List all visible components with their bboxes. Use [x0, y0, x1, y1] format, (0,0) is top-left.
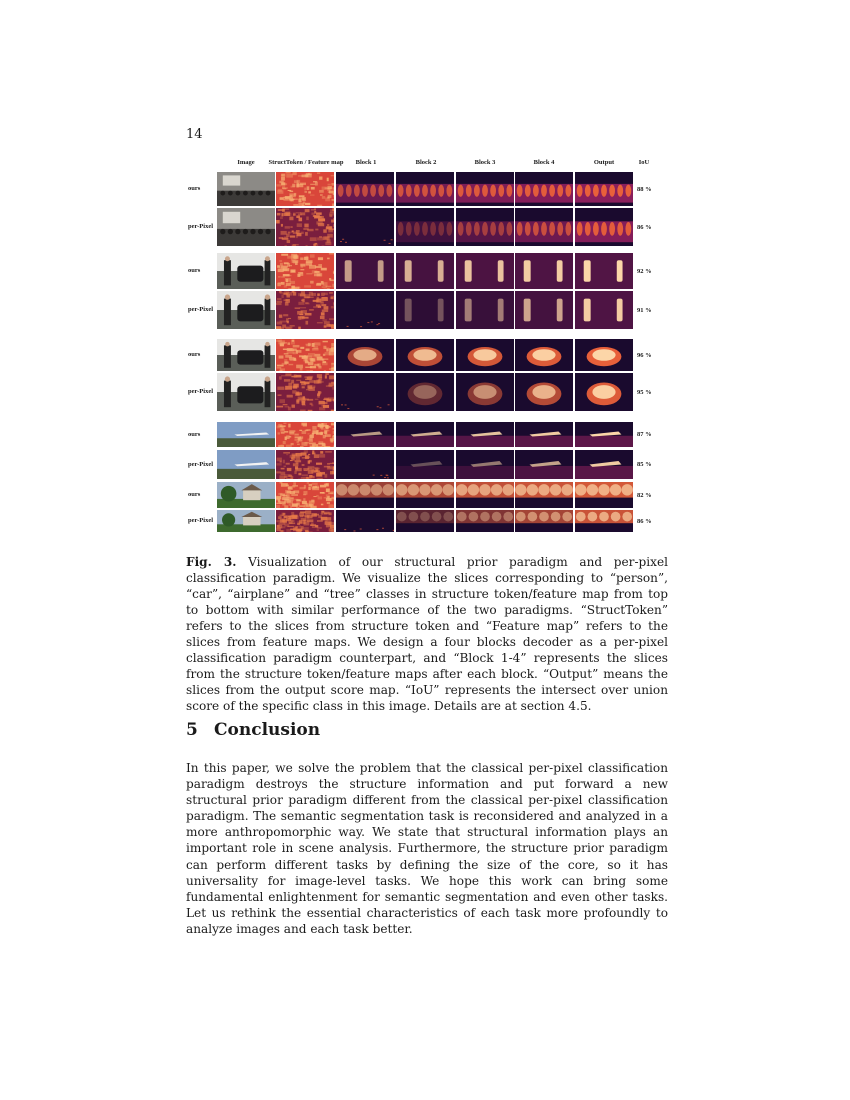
figure-row — [188, 291, 668, 329]
block-slice — [336, 253, 394, 289]
row-iou: 92 % — [637, 267, 652, 275]
block-slice — [396, 291, 454, 329]
row-iou: 86 % — [637, 223, 652, 231]
input-image — [217, 208, 275, 246]
row-iou: 86 % — [637, 517, 652, 525]
structtoken-featuremap-slice — [276, 422, 334, 447]
output-slice — [575, 208, 633, 246]
column-header: Block 2 — [415, 159, 437, 166]
block-slice — [456, 253, 514, 289]
structtoken-featuremap-slice — [276, 291, 334, 329]
block-slice — [336, 172, 394, 206]
block-slice — [396, 172, 454, 206]
block-slice — [336, 373, 394, 411]
section-number: 5 — [186, 720, 198, 740]
block-slice — [456, 482, 514, 508]
row-label: ours — [188, 491, 201, 498]
structtoken-featuremap-slice — [276, 172, 334, 206]
block-slice — [515, 339, 573, 371]
output-slice — [575, 339, 633, 371]
block-slice — [515, 422, 573, 447]
row-iou: 85 % — [637, 461, 652, 468]
structtoken-featuremap-slice — [276, 482, 334, 508]
output-slice — [575, 291, 633, 329]
column-header: Output — [593, 159, 615, 166]
output-slice — [575, 450, 633, 479]
row-label: per-Pixel — [188, 517, 214, 524]
row-label: per-Pixel — [188, 223, 214, 230]
column-header: StructToken / Feature map — [268, 159, 344, 166]
figure-caption-label: Fig. 3. — [186, 555, 237, 569]
block-slice — [515, 510, 573, 532]
block-slice — [396, 482, 454, 508]
input-image — [217, 253, 275, 289]
block-slice — [456, 450, 514, 479]
figure-row — [188, 510, 668, 532]
input-image — [217, 510, 275, 532]
column-header: IoU — [638, 159, 650, 166]
column-header: Block 4 — [533, 159, 555, 166]
block-slice — [515, 208, 573, 246]
block-slice — [456, 373, 514, 411]
block-slice — [336, 510, 394, 532]
figure-row — [188, 253, 668, 289]
input-image — [217, 172, 275, 206]
block-slice — [515, 172, 573, 206]
row-label: ours — [188, 267, 201, 274]
output-slice — [575, 373, 633, 411]
row-iou: 82 % — [637, 491, 652, 499]
structtoken-featuremap-slice — [276, 339, 334, 371]
input-image — [217, 373, 275, 411]
figure-row — [188, 373, 668, 411]
figure-3 — [188, 158, 668, 535]
figure-caption-text: Visualization of our structural prior paradigm and per-pixel classification paradigm. We visualize the slices corresponding to “person”, “car”, “airplane” and “tree” classes in structure token/feature map from top to bottom with similar performance of the two paradigms. “StructToken” refers to the slices from structure token and “Feature map” refers to the slices from feature maps. We design a four blocks decoder as a per-pixel classification paradigm counterpart, and “Block 1-4” represents the slices from the structure token/feature maps after each block. “Output” means the slices from the output score map. “IoU” represents the intersect over union score of the specific class in this image. Details are at section 4.5. — [186, 555, 668, 713]
block-slice — [515, 253, 573, 289]
figure-row — [188, 339, 668, 371]
output-slice — [575, 482, 633, 508]
input-image — [217, 482, 275, 508]
figure-row — [188, 172, 668, 206]
figure-column-headers — [188, 158, 668, 172]
row-iou: 91 % — [637, 306, 652, 314]
block-slice — [456, 510, 514, 532]
row-label: per-Pixel — [188, 388, 214, 395]
input-image — [217, 291, 275, 329]
block-slice — [515, 373, 573, 411]
row-label: per-Pixel — [188, 460, 214, 468]
structtoken-featuremap-slice — [276, 373, 334, 411]
input-image — [217, 450, 275, 479]
row-iou: 95 % — [637, 388, 652, 396]
block-slice — [336, 482, 394, 508]
figure-row — [188, 208, 668, 246]
block-slice — [336, 339, 394, 371]
figure-row — [188, 482, 668, 508]
block-slice — [396, 339, 454, 371]
output-slice — [575, 510, 633, 532]
row-iou: 87 % — [637, 431, 652, 438]
block-slice — [396, 510, 454, 532]
conclusion-paragraph: In this paper, we solve the problem that the classical per-pixel classification paradigm destroys the structure information and put forward a new structural prior paradigm different from the classical per-pixel classification paradigm. The semantic segmentation task is reconsidered and analyzed in a more anthropomorphic way. We state that structural information plays an important role in scene analysis. Furthermore, the structure prior paradigm can perform different tasks by defining the size of the core, so it has universality for image-level tasks. We hope this work can bring some fundamental enlightenment for semantic segmentation and even other tasks. Let us rethink the essential characteristics of each task more profoundly to analyze images and each task better. — [186, 761, 668, 936]
block-slice — [396, 422, 454, 447]
block-slice — [456, 208, 514, 246]
figure-caption — [186, 554, 668, 714]
block-slice — [336, 422, 394, 447]
block-slice — [456, 422, 514, 447]
output-slice — [575, 253, 633, 289]
block-slice — [515, 482, 573, 508]
block-slice — [515, 291, 573, 329]
column-header: Image — [237, 159, 255, 166]
block-slice — [396, 253, 454, 289]
input-image — [217, 422, 275, 447]
row-label: ours — [188, 430, 201, 438]
section-title: Conclusion — [214, 720, 321, 740]
block-slice — [396, 450, 454, 479]
column-header: Block 1 — [355, 159, 377, 166]
block-slice — [456, 172, 514, 206]
input-image — [217, 339, 275, 371]
block-slice — [336, 450, 394, 479]
figure-row — [188, 450, 668, 479]
structtoken-featuremap-slice — [276, 510, 334, 532]
structtoken-featuremap-slice — [276, 450, 334, 479]
page-number: 14 — [186, 127, 203, 142]
row-iou: 96 % — [637, 351, 652, 359]
structtoken-featuremap-slice — [276, 253, 334, 289]
column-header: Block 3 — [474, 159, 496, 166]
block-slice — [515, 450, 573, 479]
block-slice — [456, 291, 514, 329]
row-label: per-Pixel — [188, 306, 214, 313]
block-slice — [336, 291, 394, 329]
structtoken-featuremap-slice — [276, 208, 334, 246]
row-label: ours — [188, 185, 201, 192]
block-slice — [336, 208, 394, 246]
block-slice — [456, 339, 514, 371]
row-iou: 88 % — [637, 185, 652, 193]
block-slice — [396, 208, 454, 246]
figure-row — [188, 422, 668, 447]
output-slice — [575, 172, 633, 206]
output-slice — [575, 422, 633, 447]
section-heading — [186, 720, 320, 740]
row-label: ours — [188, 351, 201, 358]
block-slice — [396, 373, 454, 411]
